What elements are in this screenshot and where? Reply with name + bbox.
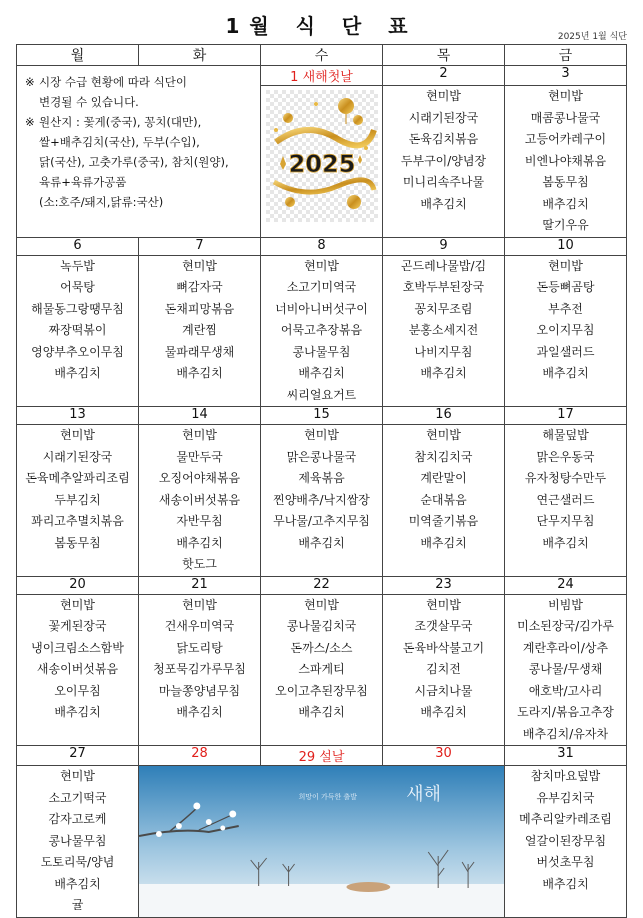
menu-cell bbox=[17, 766, 139, 918]
menu-item: 돈채피망볶음 bbox=[164, 301, 235, 316]
menu-item: 유자청탕수만두 bbox=[524, 471, 607, 485]
menu-cell bbox=[383, 86, 505, 238]
menu-item: 애호박/고사리 bbox=[528, 683, 603, 698]
menu-item: 어묵고추장볶음 bbox=[280, 323, 363, 337]
menu-item: 콩나물무침 bbox=[292, 344, 351, 359]
menu-item: 비엔나야채볶음 bbox=[524, 153, 607, 168]
menu-item: 현미밥 bbox=[548, 89, 583, 103]
menu-item: 새송이버섯볶음 bbox=[158, 492, 241, 507]
menu-cell bbox=[505, 594, 627, 746]
menu-item: 오이고추된장무침 bbox=[275, 683, 368, 698]
notice-text: 시장 수급 현황에 따라 식단이 bbox=[39, 75, 187, 89]
weekday-header-row bbox=[17, 45, 627, 66]
menu-item: 배추김치 bbox=[542, 876, 589, 891]
day-number: 1 새해첫날 bbox=[261, 66, 383, 86]
menu-cell bbox=[17, 594, 139, 746]
menu-item: 시래기된장국 bbox=[42, 449, 113, 464]
day-number: 28 bbox=[139, 746, 261, 766]
menu-cell bbox=[505, 86, 627, 238]
menu-item: 핫도그 bbox=[182, 557, 217, 571]
menu-item: 부추전 bbox=[548, 301, 583, 316]
week5-daynum-row bbox=[17, 746, 627, 766]
menu-item: 돈등뼈곰탕 bbox=[536, 280, 595, 294]
menu-item: 현미밥 bbox=[304, 258, 339, 273]
day-number: 10 bbox=[505, 237, 627, 255]
menu-item: 제육볶음 bbox=[298, 471, 345, 485]
day-number: 22 bbox=[261, 576, 383, 594]
menu-item: 딸기우유 bbox=[542, 218, 589, 232]
menu-cell bbox=[383, 255, 505, 407]
menu-item: 돈까스/소스 bbox=[290, 640, 353, 655]
menu-item: 매콤콩나물국 bbox=[530, 110, 601, 125]
menu-item: 봄동무침 bbox=[542, 175, 589, 189]
menu-item: 김치전 bbox=[426, 662, 461, 676]
menu-item: 꽈리고추멸치볶음 bbox=[31, 514, 124, 528]
menu-item: 순대볶음 bbox=[420, 492, 467, 507]
menu-item: 소고기떡국 bbox=[48, 790, 107, 805]
week1-daynum-row bbox=[17, 66, 627, 86]
weekday-header-fri: 금 bbox=[505, 45, 627, 66]
notice-mark: ※ bbox=[25, 115, 35, 129]
menu-item: 참치마요덮밥 bbox=[530, 769, 601, 783]
menu-item: 콩나물김치국 bbox=[286, 619, 357, 633]
day-number: 20 bbox=[17, 576, 139, 594]
menu-cell bbox=[383, 425, 505, 577]
day-number: 16 bbox=[383, 407, 505, 425]
menu-item: 맑은콩나물국 bbox=[286, 449, 357, 464]
notice-line: 변경될 수 있습니다. bbox=[39, 95, 139, 109]
menu-item: 감자고로케 bbox=[48, 812, 107, 826]
menu-item: 돈육김치볶음 bbox=[408, 132, 479, 146]
menu-item: 도토리묵/양념 bbox=[40, 855, 115, 869]
day-number: 29 설날 bbox=[261, 746, 383, 766]
day-number: 7 bbox=[139, 237, 261, 255]
menu-item: 소고기미역국 bbox=[286, 280, 357, 294]
menu-item: 닭도리탕 bbox=[176, 640, 223, 655]
weekday-header-thu: 목 bbox=[383, 45, 505, 66]
menu-cell bbox=[505, 766, 627, 918]
menu-item: 현미밥 bbox=[182, 428, 217, 442]
notice-text: 원산지 : 꽃게(중국), 꽁치(대만), bbox=[39, 115, 202, 129]
winter-landscape-illustration bbox=[139, 766, 504, 917]
menu-item: 분홍소세지전 bbox=[408, 323, 479, 337]
menu-item: 배추김치 bbox=[420, 535, 467, 550]
day-number: 24 bbox=[505, 576, 627, 594]
page-subtitle: 2025년 1월 식단 bbox=[557, 32, 627, 42]
day-number: 21 bbox=[139, 576, 261, 594]
week2-daynum-row bbox=[17, 237, 627, 255]
menu-item: 미소된장국/김가루 bbox=[517, 619, 614, 633]
menu-cell bbox=[505, 425, 627, 577]
menu-item: 꽁치무조림 bbox=[414, 301, 473, 316]
menu-cell bbox=[261, 255, 383, 407]
menu-cell bbox=[261, 594, 383, 746]
notice-line: 쌀+배추김치(국산), 두부(수입), bbox=[39, 135, 200, 149]
day-number: 23 bbox=[383, 576, 505, 594]
day-number: 17 bbox=[505, 407, 627, 425]
menu-cell bbox=[261, 425, 383, 577]
day-number: 6 bbox=[17, 237, 139, 255]
menu-cell bbox=[139, 425, 261, 577]
day-number: 3 bbox=[505, 66, 627, 86]
menu-item: 현미밥 bbox=[60, 428, 95, 442]
menu-item: 돈육메추알꽈리조림 bbox=[25, 471, 130, 485]
menu-item: 현미밥 bbox=[304, 597, 339, 612]
menu-item: 계란말이 bbox=[420, 471, 467, 485]
menu-item: 시래기된장국 bbox=[408, 110, 479, 125]
menu-item: 배추김치 bbox=[420, 705, 467, 719]
menu-item: 현미밥 bbox=[426, 428, 461, 442]
day-number: 31 bbox=[505, 746, 627, 766]
menu-item: 물파래무생채 bbox=[164, 344, 235, 359]
day-number: 2 bbox=[383, 66, 505, 86]
menu-item: 꽃게된장국 bbox=[48, 619, 107, 633]
notice-line: (소:호주/돼지,닭류:국산) bbox=[39, 195, 164, 209]
menu-cell bbox=[139, 594, 261, 746]
day-number: 27 bbox=[17, 746, 139, 766]
menu-item: 현미밥 bbox=[60, 597, 95, 612]
menu-item: 시금치나물 bbox=[414, 683, 473, 698]
menu-item: 해물덮밥 bbox=[542, 428, 589, 442]
menu-item: 너비아니버섯구이 bbox=[275, 301, 368, 316]
notice-mark: ※ bbox=[25, 75, 35, 89]
menu-item: 오이지무침 bbox=[536, 323, 595, 337]
menu-item: 오징어야채볶음 bbox=[158, 471, 241, 485]
menu-item: 냉이크림소스함박 bbox=[31, 640, 124, 655]
menu-item: 배추김치 bbox=[542, 535, 589, 550]
menu-item: 배추김치 bbox=[54, 876, 101, 891]
menu-item: 배추김치 bbox=[176, 366, 223, 380]
menu-item: 현미밥 bbox=[304, 428, 339, 442]
menu-item: 새송이버섯볶음 bbox=[36, 662, 119, 676]
menu-item: 배추김치 bbox=[542, 366, 589, 380]
menu-item: 현미밥 bbox=[182, 258, 217, 273]
menu-item: 배추김치 bbox=[54, 705, 101, 719]
notice-line: 육류+육류가공품 bbox=[39, 175, 127, 189]
menu-item: 건새우미역국 bbox=[164, 619, 235, 633]
menu-item: 배추김치 bbox=[298, 535, 345, 550]
menu-item: 현미밥 bbox=[426, 597, 461, 612]
new-year-2025-image bbox=[261, 86, 383, 238]
menu-item: 물만두국 bbox=[176, 449, 223, 464]
year-2025-text: 2025 bbox=[288, 150, 355, 178]
notice-line bbox=[25, 112, 260, 132]
day-number: 13 bbox=[17, 407, 139, 425]
menu-item: 해물동그랑땡무침 bbox=[31, 301, 124, 316]
weekday-header-wed: 수 bbox=[261, 45, 383, 66]
menu-item: 조갯살무국 bbox=[414, 619, 473, 633]
menu-item: 돈육바삭불고기 bbox=[402, 640, 485, 655]
menu-item: 마늘쫑양념무침 bbox=[158, 683, 241, 698]
menu-item: 봄동무침 bbox=[54, 535, 101, 550]
menu-item: 녹두밥 bbox=[60, 258, 95, 273]
banner-small-text: 희망이 가득한 출발 bbox=[298, 792, 357, 802]
menu-item: 자반무침 bbox=[176, 514, 223, 528]
banner-big-text: 새해 bbox=[406, 783, 441, 806]
menu-item: 참치김치국 bbox=[414, 449, 473, 464]
menu-item: 배추김치 bbox=[298, 705, 345, 719]
menu-item: 현미밥 bbox=[60, 769, 95, 783]
day-number: 8 bbox=[261, 237, 383, 255]
menu-item: 도라지/볶음고추장 bbox=[517, 705, 614, 719]
menu-item: 콩나물무침 bbox=[48, 833, 107, 848]
menu-item: 미역줄기볶음 bbox=[408, 514, 479, 528]
menu-item: 배추김치 bbox=[54, 366, 101, 380]
day-number: 15 bbox=[261, 407, 383, 425]
week3-daynum-row bbox=[17, 407, 627, 425]
menu-item: 배추김치 bbox=[542, 196, 589, 211]
week3-menu-row bbox=[17, 425, 627, 577]
menu-item: 콩나물/무생채 bbox=[528, 662, 603, 676]
week4-daynum-row bbox=[17, 576, 627, 594]
menu-item: 씨리얼요거트 bbox=[286, 387, 357, 402]
menu-item: 무나물/고추지무침 bbox=[273, 514, 370, 528]
new-year-banner bbox=[139, 766, 505, 918]
week2-menu-row bbox=[17, 255, 627, 407]
menu-item: 현미밥 bbox=[426, 89, 461, 103]
menu-item: 미니리속주나물 bbox=[402, 175, 485, 189]
menu-item: 영양부추오이무침 bbox=[31, 344, 124, 359]
menu-cell bbox=[17, 425, 139, 577]
notice-box bbox=[17, 66, 261, 238]
day-number: 30 bbox=[383, 746, 505, 766]
menu-cell bbox=[505, 255, 627, 407]
menu-item: 배추김치 bbox=[420, 366, 467, 380]
weekday-header-tue: 화 bbox=[139, 45, 261, 66]
menu-item: 오이무침 bbox=[54, 683, 101, 698]
menu-item: 메추리알카레조림 bbox=[519, 812, 612, 826]
menu-item: 배추김치 bbox=[420, 196, 467, 211]
menu-cell bbox=[17, 255, 139, 407]
menu-item: 뼈감자국 bbox=[176, 280, 223, 294]
menu-item: 배추김치 bbox=[176, 705, 223, 719]
menu-item: 두부김치 bbox=[54, 492, 101, 507]
menu-item: 과일샐러드 bbox=[536, 344, 595, 359]
menu-item: 두부구이/양념장 bbox=[400, 153, 487, 168]
menu-item: 찐양배추/낙지쌈장 bbox=[273, 492, 370, 507]
menu-item: 버섯초무침 bbox=[536, 855, 595, 869]
menu-item: 현미밥 bbox=[182, 597, 217, 612]
page-title: 1월 식 단 표 bbox=[225, 14, 418, 38]
menu-item: 계란후라이/상추 bbox=[522, 640, 609, 655]
menu-item: 연근샐러드 bbox=[536, 492, 595, 507]
menu-item: 고등어카레구이 bbox=[524, 132, 607, 146]
menu-item: 곤드레나물밥/김 bbox=[400, 258, 487, 273]
menu-item: 배추김치 bbox=[298, 366, 345, 380]
week4-menu-row bbox=[17, 594, 627, 746]
notice-line bbox=[25, 72, 260, 92]
menu-item: 어묵탕 bbox=[60, 280, 95, 294]
day-number: 9 bbox=[383, 237, 505, 255]
menu-item: 얼갈이된장무침 bbox=[524, 833, 607, 848]
menu-item: 현미밥 bbox=[548, 258, 583, 273]
notice-line: 닭(국산), 고춧가루(중국), 참치(원양), bbox=[39, 155, 229, 169]
menu-cell bbox=[139, 255, 261, 407]
menu-item: 호박두부된장국 bbox=[402, 280, 485, 294]
menu-item: 단무지무침 bbox=[536, 514, 595, 528]
new-year-2025-illustration bbox=[266, 90, 378, 222]
menu-item: 귤 bbox=[71, 898, 84, 912]
menu-item: 맑은우동국 bbox=[536, 449, 595, 464]
menu-item: 청포묵김가루무침 bbox=[153, 662, 246, 676]
menu-item: 스파게티 bbox=[298, 662, 345, 676]
weekday-header-mon: 월 bbox=[17, 45, 139, 66]
menu-item: 배추김치/유자차 bbox=[522, 726, 609, 741]
menu-item: 짜장떡볶이 bbox=[48, 323, 107, 337]
day-number: 14 bbox=[139, 407, 261, 425]
menu-item: 나비지무침 bbox=[414, 344, 473, 359]
menu-item: 유부김치국 bbox=[536, 790, 595, 805]
meal-table bbox=[16, 44, 627, 918]
week5-menu-row bbox=[17, 766, 627, 918]
menu-cell bbox=[383, 594, 505, 746]
menu-item: 비빔밥 bbox=[548, 597, 583, 612]
menu-item: 계란찜 bbox=[182, 323, 217, 337]
menu-item: 배추김치 bbox=[176, 535, 223, 550]
